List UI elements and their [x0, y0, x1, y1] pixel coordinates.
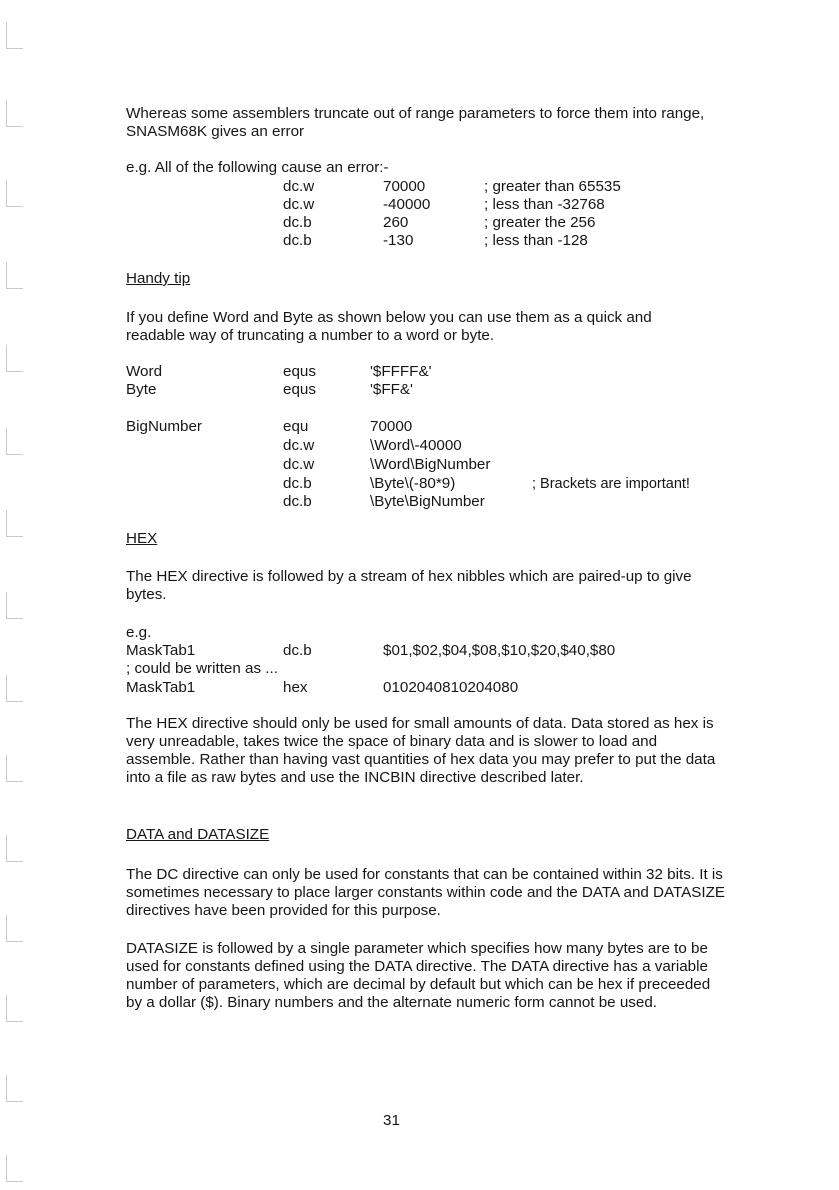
intro-paragraph: Whereas some assemblers truncate out of range parameters to force them into range, SNASM68K gives an error	[126, 105, 705, 140]
margin-mark	[6, 995, 23, 1022]
margin-mark	[6, 675, 23, 702]
code-directive: equ	[283, 418, 309, 435]
code-directive: dc.b	[283, 493, 312, 510]
error-comment: ; greater the 256	[484, 214, 596, 231]
error-intro: e.g. All of the following cause an error:-	[126, 159, 389, 176]
def-label: Byte	[126, 381, 157, 398]
error-directive: dc.w	[283, 196, 315, 213]
handy-tip-paragraph: If you define Word and Byte as shown below you can use them as a quick and readable way of truncating a number to a word or byte.	[126, 309, 652, 344]
hex-note-paragraph: The HEX directive should only be used for small amounts of data. Data stored as hex is very unreadable, takes twice the space of binary data and is slower to load and assemble. Rather than having vast quantities of hex data you may prefer to put the data into a file as raw bytes and use the INCBIN directive described later.	[126, 715, 716, 786]
hex-eg: e.g.	[126, 624, 152, 641]
code-comment: ; Brackets are important!	[532, 476, 690, 492]
error-comment: ; less than -128	[484, 232, 588, 249]
error-value: 70000	[383, 178, 426, 195]
margin-mark	[6, 100, 23, 127]
error-comment: ; greater than 65535	[484, 178, 621, 195]
def-label: Word	[126, 363, 163, 380]
hex-label: MaskTab1	[126, 642, 196, 659]
margin-mark	[6, 1155, 23, 1182]
margin-mark	[6, 22, 23, 49]
hex-heading: HEX	[126, 530, 158, 547]
hex-value: $01,$02,$04,$08,$10,$20,$40,$80	[383, 642, 616, 659]
code-value: \Word\BigNumber	[370, 456, 491, 473]
data-paragraph-1: The DC directive can only be used for constants that can be contained within 32 bits. It is sometimes necessary to place larger constants within code and the DATA and DATASIZE directives have been provided for this purpose.	[126, 866, 726, 919]
margin-mark	[6, 835, 23, 862]
code-directive: dc.b	[283, 475, 312, 492]
hex-value: 0102040810204080	[383, 679, 519, 696]
handy-tip-heading: Handy tip	[126, 270, 191, 287]
code-value: \Byte\(-80*9)	[370, 475, 456, 492]
error-directive: dc.b	[283, 232, 312, 249]
error-value: -40000	[383, 196, 431, 213]
code-label: BigNumber	[126, 418, 202, 435]
hex-directive: hex	[283, 679, 308, 696]
hex-paragraph: The HEX directive is followed by a stream of hex nibbles which are paired-up to give bytes.	[126, 568, 692, 603]
code-value: \Word\-40000	[370, 437, 462, 454]
margin-mark	[6, 510, 23, 537]
data-heading: DATA and DATASIZE	[126, 826, 270, 843]
data-paragraph-2: DATASIZE is followed by a single parameter which specifies how many bytes are to be used for constants defined using the DATA directive. The DATA directive has a variable number of parameters, which are decimal by default but which can be hex if preceeded by a dollar ($). Binary numbers and the alternate numeric form cannot be used.	[126, 940, 711, 1011]
error-comment: ; less than -32768	[484, 196, 605, 213]
hex-comment-line: ; could be written as ...	[126, 660, 278, 677]
margin-mark	[6, 180, 23, 207]
hex-label: MaskTab1	[126, 679, 196, 696]
margin-mark	[6, 262, 23, 289]
error-value: 260	[383, 214, 409, 231]
def-value: '$FF&'	[370, 381, 413, 398]
margin-mark	[6, 428, 23, 455]
error-value: -130	[383, 232, 414, 249]
def-directive: equs	[283, 381, 316, 398]
error-directive: dc.b	[283, 214, 312, 231]
code-value: 70000	[370, 418, 413, 435]
page-number: 31	[383, 1112, 400, 1129]
code-directive: dc.w	[283, 456, 315, 473]
def-directive: equs	[283, 363, 316, 380]
margin-mark	[6, 1075, 23, 1102]
margin-mark	[6, 755, 23, 782]
margin-mark	[6, 345, 23, 372]
hex-directive: dc.b	[283, 642, 312, 659]
margin-mark	[6, 592, 23, 619]
margin-mark	[6, 915, 23, 942]
code-value: \Byte\BigNumber	[370, 493, 485, 510]
error-directive: dc.w	[283, 178, 315, 195]
def-value: '$FFFF&'	[370, 363, 432, 380]
code-directive: dc.w	[283, 437, 315, 454]
